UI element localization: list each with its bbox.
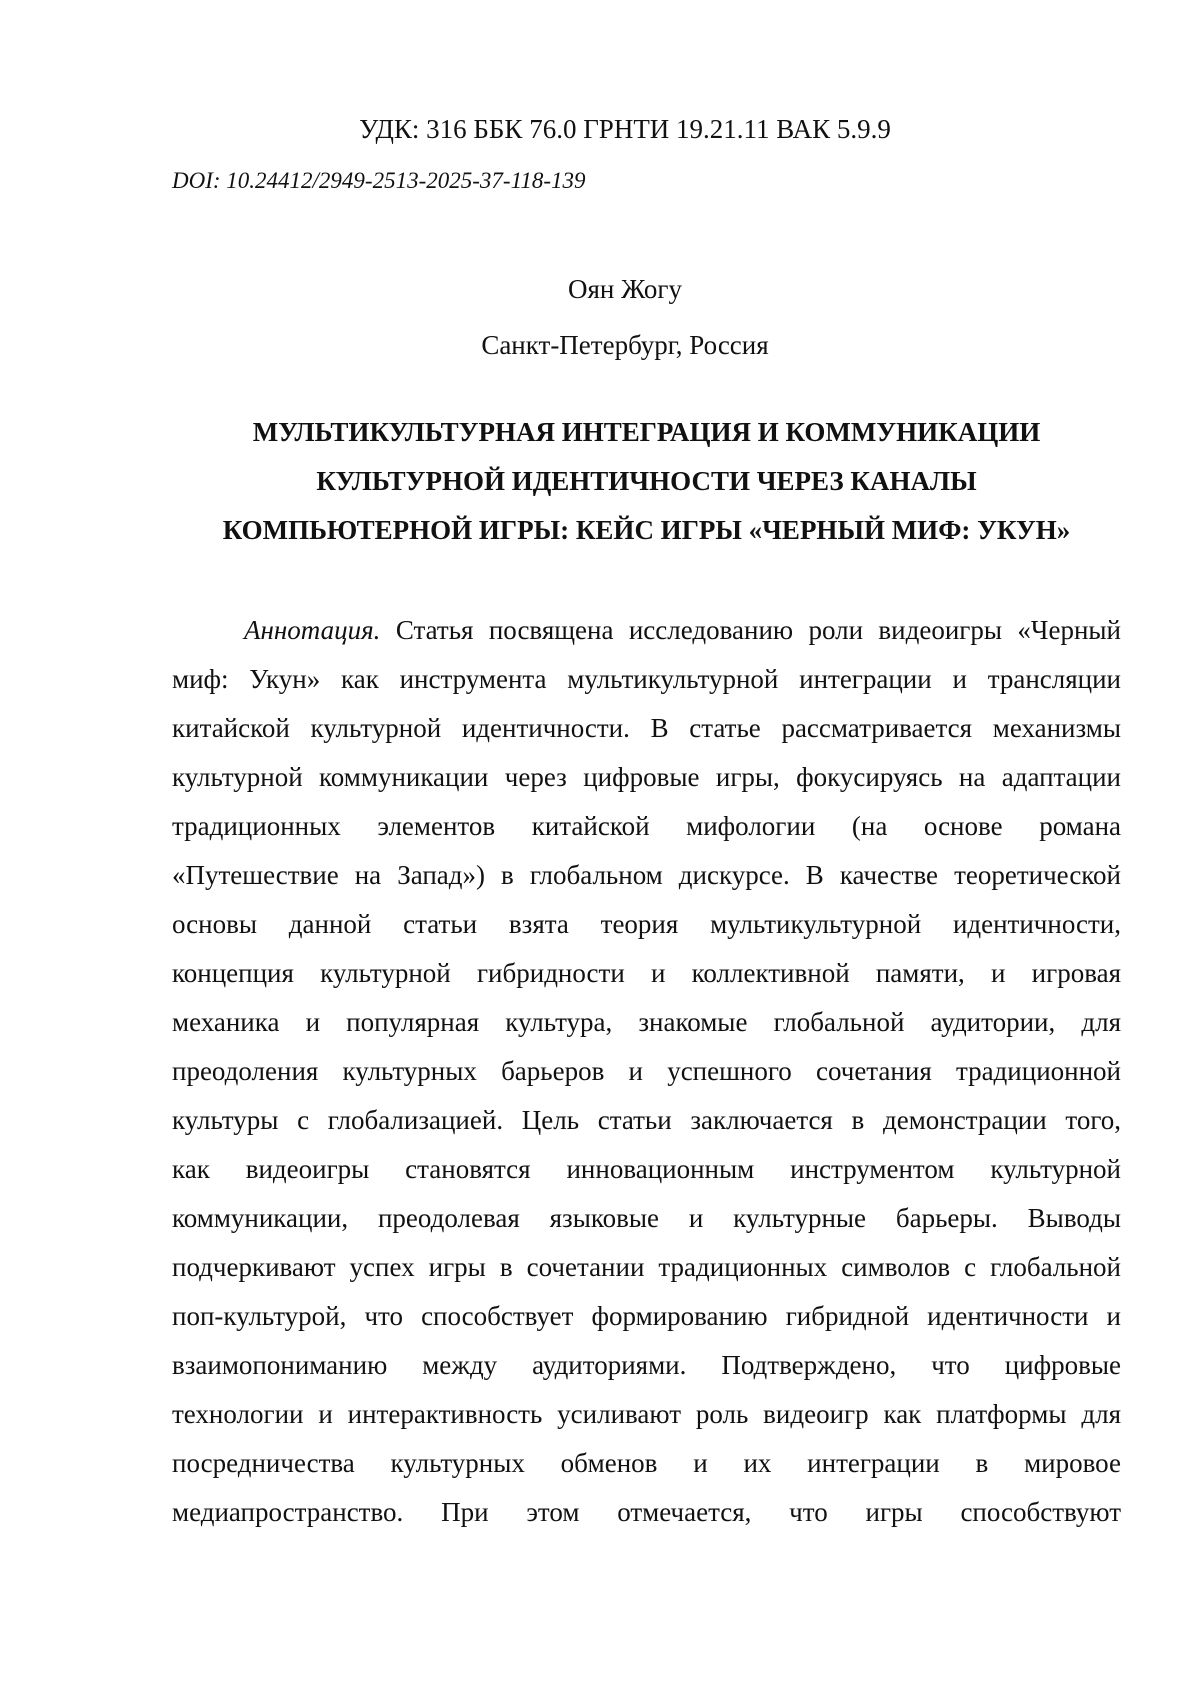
abstract-line: механика и популярная культура, знакомые глобальной аудитории, для bbox=[172, 998, 1121, 1047]
abstract-line: технологии и интерактивность усиливают роль видеоигр как платформы для bbox=[172, 1390, 1121, 1439]
abstract-first-line-text: Статья посвящена исследованию роли видеоигры «Черный bbox=[396, 615, 1121, 645]
abstract-line: культурной коммуникации через цифровые игры, фокусируясь на адаптации bbox=[172, 753, 1121, 802]
abstract-line: культуры с глобализацией. Цель статьи заключается в демонстрации того, bbox=[172, 1096, 1121, 1145]
title-line: МУЛЬТИКУЛЬТУРНАЯ ИНТЕГРАЦИЯ И КОММУНИКАЦИИ bbox=[172, 408, 1121, 457]
abstract-line: миф: Укун» как инструмента мультикультурной интеграции и трансляции bbox=[172, 655, 1121, 704]
abstract-line: как видеоигры становятся инновационным инструментом культурной bbox=[172, 1145, 1121, 1194]
title-line: КОМПЬЮТЕРНОЙ ИГРЫ: КЕЙС ИГРЫ «ЧЕРНЫЙ МИФ: УКУН» bbox=[172, 506, 1121, 555]
abstract-line: поп-культурой, что способствует формированию гибридной идентичности и bbox=[172, 1292, 1121, 1341]
abstract-line: китайской культурной идентичности. В статье рассматривается механизмы bbox=[172, 704, 1121, 753]
abstract-line: преодоления культурных барьеров и успешного сочетания традиционной bbox=[172, 1047, 1121, 1096]
author-name: Оян Жогу bbox=[0, 272, 1200, 306]
abstract-line: коммуникации, преодолевая языковые и культурные барьеры. Выводы bbox=[172, 1194, 1121, 1243]
abstract-line: основы данной статьи взята теория мультикультурной идентичности, bbox=[172, 900, 1121, 949]
abstract-line: взаимопониманию между аудиториями. Подтверждено, что цифровые bbox=[172, 1341, 1121, 1390]
abstract-line bbox=[172, 606, 1121, 655]
title-line: КУЛЬТУРНОЙ ИДЕНТИЧНОСТИ ЧЕРЕЗ КАНАЛЫ bbox=[172, 457, 1121, 506]
abstract-label: Аннотация. bbox=[244, 615, 380, 645]
author-city: Санкт-Петербург, Россия bbox=[0, 328, 1200, 362]
abstract-line: традиционных элементов китайской мифологии (на основе романа bbox=[172, 802, 1121, 851]
abstract bbox=[172, 606, 1121, 1537]
doi: DOI: 10.24412/2949-2513-2025-37-118-139 bbox=[172, 166, 586, 196]
abstract-line: концепция культурной гибридности и коллективной памяти, и игровая bbox=[172, 949, 1121, 998]
abstract-line: «Путешествие на Запад») в глобальном дискурсе. В качестве теоретической bbox=[172, 851, 1121, 900]
abstract-line: посредничества культурных обменов и их интеграции в мировое bbox=[172, 1439, 1121, 1488]
document-page bbox=[0, 0, 1200, 1697]
udk-classification: УДК: 316 ББК 76.0 ГРНТИ 19.21.11 ВАК 5.9.9 bbox=[0, 112, 1200, 146]
article-title bbox=[172, 408, 1121, 555]
abstract-line: медиапространство. При этом отмечается, что игры способствуют bbox=[172, 1488, 1121, 1537]
abstract-line: подчеркивают успех игры в сочетании традиционных символов с глобальной bbox=[172, 1243, 1121, 1292]
